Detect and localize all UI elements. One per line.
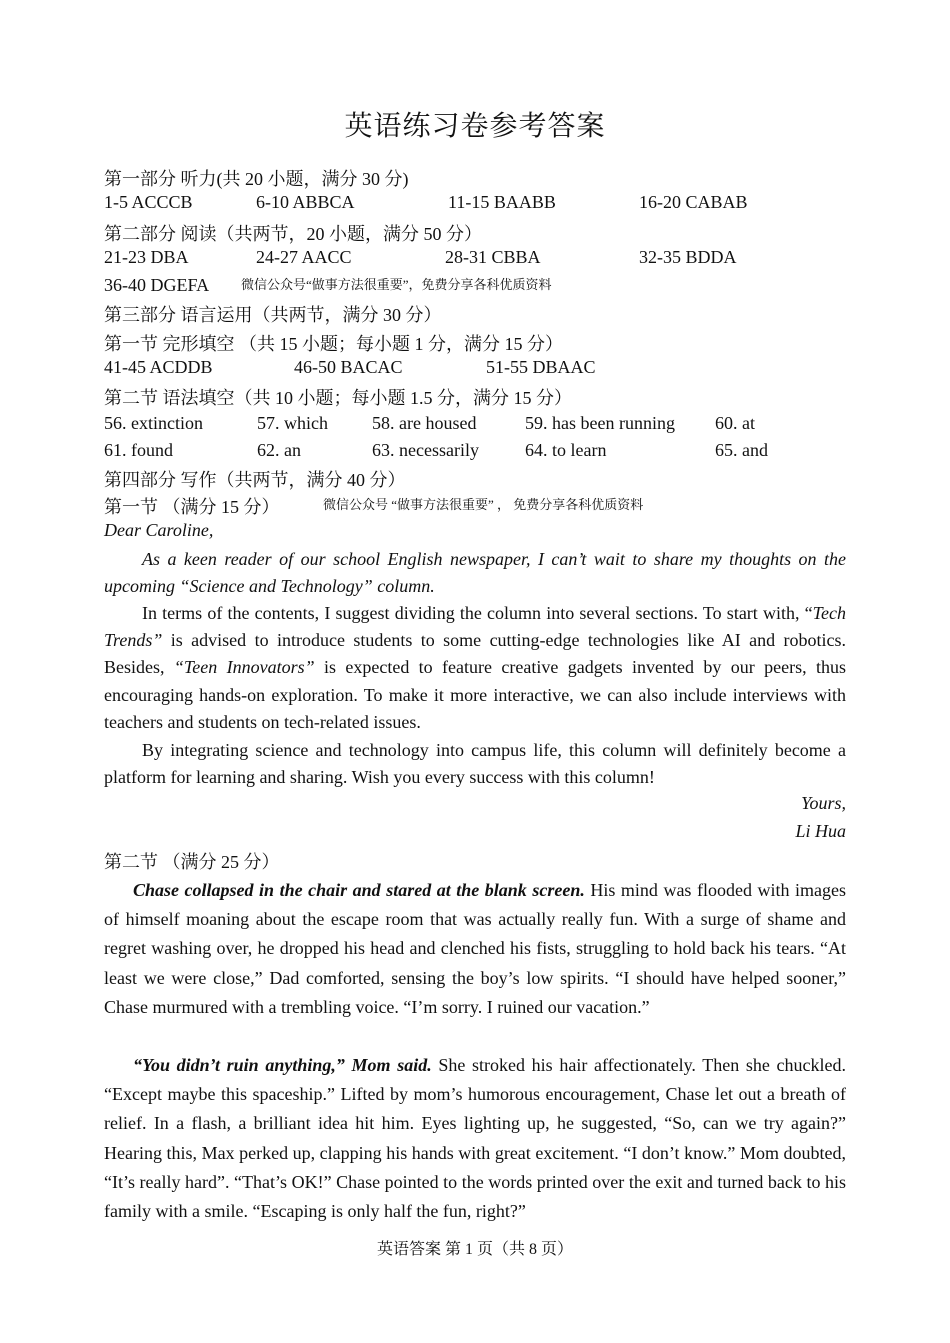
grammar-answer: 63. necessarily: [372, 440, 479, 460]
answer-group: 51-55 DBAAC: [486, 357, 596, 377]
story-text: She stroked his hair affectionately. Then she chuckled. “Except maybe this spaceship.” Lifted by mom’s humorous encouragement, Chase let out a breath of relief. In a flash, a brilliant idea hit him. Eyes lighting up, he suggested, “So, can we try again?” Hearing this, Max perked up, clapping his hands with great excitement. “I don’t know.” Mom doubted, “It’s really hard”. “That’s OK!” Chase pointed to the words printed over the exit and turned back to his family with a smile. “Escaping is only half the fun, right?”: [104, 1055, 846, 1222]
grammar-answer: 57. which: [257, 413, 328, 433]
column-name: “Teen Innovators”: [173, 657, 315, 678]
grammar-answer: 61. found: [104, 440, 173, 460]
story-lead-sentence: Chase collapsed in the chair and stared at the blank screen.: [133, 880, 585, 900]
grammar-answer: 60. at: [715, 413, 755, 433]
column-name: Tech Trends”: [104, 603, 846, 651]
page-footer: 英语答案 第 1 页（共 8 页）: [376, 1241, 573, 1258]
answer-group: 24-27 AACC: [256, 247, 352, 267]
writing-section2-heading: 第二节 （满分 25 分）: [104, 852, 280, 872]
page-title: 英语练习卷参考答案: [344, 111, 606, 142]
story-text: His mind was flooded with images of himself moaning about the escape room that was actually really fun. With a surge of shame and regret washing over, he dropped his head and clenched his fists, struggling to hold back his tears. “At least we were close,” Dad comforted, sensing the boy’s low spirits. “I should have helped sooner,” Chase murmured with a trembling voice. “I’m sorry. I ruined our vacation.”: [104, 880, 846, 1017]
answer-group: 36-40 DGEFA: [104, 275, 210, 295]
writing-section1-heading: 第一节 （满分 15 分）: [104, 497, 280, 517]
watermark-note: 微信公众号“做事方法很重要”，免费分享各科优质资料: [241, 277, 552, 292]
grammar-answer: 58. are housed: [372, 413, 477, 433]
letter-text: In terms of the contents, I suggest dividing the column into several sections. To start with, “: [142, 603, 813, 623]
letter-closing: Yours,: [801, 793, 846, 813]
answer-group: 1-5 ACCCB: [104, 192, 193, 212]
watermark-note: 微信公众号 “做事方法很重要” ， 免费分享各科优质资料: [323, 497, 644, 512]
letter-text: is advised to introduce students to some cutting-edge technologies like AI and robotics. Besides,: [104, 630, 846, 678]
answer-group: 46-50 BACAC: [294, 357, 403, 377]
answer-group: 6-10 ABBCA: [256, 192, 355, 212]
answer-group: 41-45 ACDDB: [104, 357, 213, 377]
grammar-answer: 64. to learn: [525, 440, 607, 460]
part3-heading: 第三部分 语言运用（共两节，满分 30 分）: [104, 305, 442, 325]
grammar-answer: 56. extinction: [104, 413, 203, 433]
letter-text: is expected to feature creative gadgets invented by our peers, thus encouraging hands-on exploration. To make it more interactive, we can also include interviews with teachers and students on tech-related issues.: [104, 657, 846, 732]
story-lead-sentence: “You didn’t ruin anything,” Mom said.: [133, 1055, 432, 1075]
letter-signature: Li Hua: [795, 821, 846, 841]
part2-heading: 第二部分 阅读（共两节，20 小题，满分 50 分）: [104, 224, 482, 244]
grammar-answer: 59. has been running: [525, 413, 675, 433]
answer-group: 28-31 CBBA: [445, 247, 541, 267]
part4-heading: 第四部分 写作（共两节，满分 40 分）: [104, 470, 406, 490]
answer-group: 32-35 BDDA: [639, 247, 737, 267]
letter-greeting: Dear Caroline,: [104, 520, 214, 540]
letter-paragraph: [104, 600, 846, 736]
answer-group: 21-23 DBA: [104, 247, 189, 267]
part1-heading: 第一部分 听力(共 20 小题，满分 30 分): [104, 169, 409, 189]
answer-group: 16-20 CABAB: [639, 192, 748, 212]
story-paragraph: [104, 1051, 846, 1226]
grammar-answer: 65. and: [715, 440, 768, 460]
grammar-answer: 62. an: [257, 440, 301, 460]
letter-paragraph: By integrating science and technology into campus life, this column will definitely become a platform for learning and sharing. Wish you every success with this column!: [104, 740, 846, 788]
story-paragraph: [104, 876, 846, 1022]
answer-group: 11-15 BAABB: [448, 192, 556, 212]
grammar-heading: 第二节 语法填空（共 10 小题；每小题 1.5 分，满分 15 分）: [104, 388, 572, 408]
letter-paragraph: As a keen reader of our school English newspaper, I can’t wait to share my thoughts on the upcoming “Science and Technology” column.: [104, 549, 846, 597]
cloze-heading: 第一节 完形填空 （共 15 小题；每小题 1 分，满分 15 分）: [104, 334, 563, 354]
